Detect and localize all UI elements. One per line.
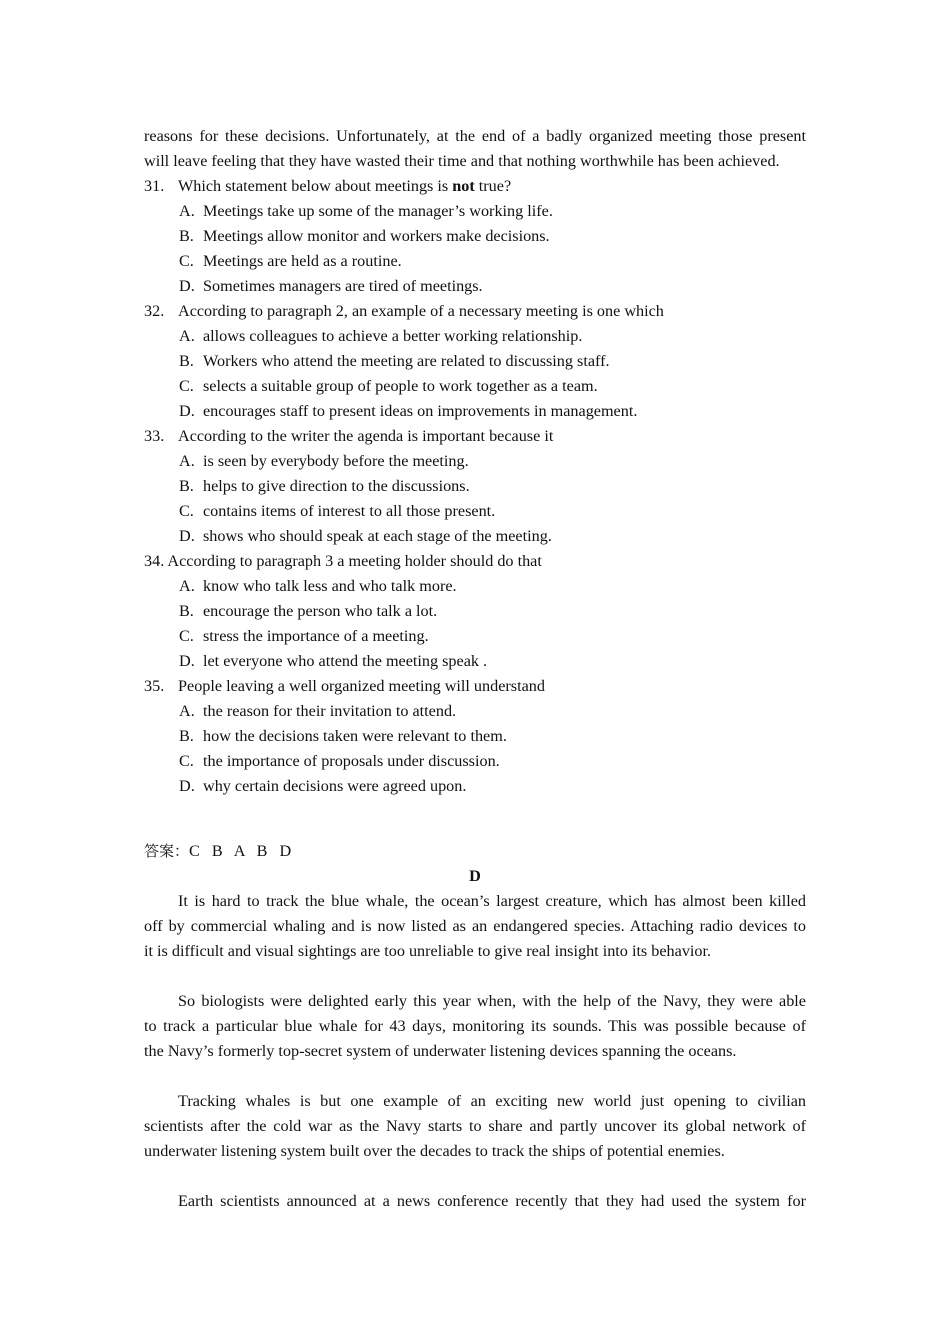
question-stem: Which statement below about meetings is [178,177,453,195]
passage-3-line-3: underwater listening system built over the decades to track the ships of potential enemies. [144,1142,725,1160]
option-33-c: C. contains items of interest to all those present. [179,502,496,520]
option-34-b: B. encourage the person who talk a lot. [179,602,438,620]
passage-1-line-1: It is hard to track the blue whale, the ocean’s largest creature, which has almost been killed [178,892,806,910]
question-stem: According to the writer the agenda is important because it [178,427,554,445]
spacer [144,799,806,839]
intro-line-1: reasons for these decisions. Unfortunately, at the end of a badly organized meeting those present [144,127,806,145]
answer-values: C B A B D [189,842,296,860]
question-number: 32. [144,302,165,320]
option-32-d: D. encourages staff to present ideas on improvements in management. [179,402,638,420]
option-35-d: D. why certain decisions were agreed upon. [179,777,467,795]
spacer [144,964,806,989]
option-32-a: A. allows colleagues to achieve a better working relationship. [179,327,583,345]
passage-4-line-1: Earth scientists announced at a news conference recently that they had used the system for [178,1192,806,1210]
intro-line-2: will leave feeling that they have wasted their time and that nothing worthwhile has been achieved. [144,152,780,170]
question-31 [144,174,806,199]
option-32-c: C. selects a suitable group of people to work together as a team. [179,377,598,395]
option-32-b: B. Workers who attend the meeting are related to discussing staff. [179,352,610,370]
passage-1-line-2: off by commercial whaling and is now listed as an endangered species. Attaching radio devices to [144,917,806,935]
question-number: 34. [144,552,165,570]
option-35-a: A. the reason for their invitation to attend. [179,702,457,720]
option-34-d: D. let everyone who attend the meeting speak . [179,652,488,670]
option-31-b: B. Meetings allow monitor and workers make decisions. [179,227,550,245]
question-number: 35. [144,677,165,695]
question-stem: According to paragraph 2, an example of a necessary meeting is one which [178,302,664,320]
spacer [144,1064,806,1089]
option-33-d: D. shows who should speak at each stage of the meeting. [179,527,552,545]
document-page [144,124,806,1214]
option-35-c: C. the importance of proposals under discussion. [179,752,500,770]
passage-3-line-1: Tracking whales is but one example of an exciting new world just opening to civilian [178,1092,806,1110]
question-number: 31. [144,177,165,195]
passage-2-line-1: So biologists were delighted early this year when, with the help of the Navy, they were able [178,992,806,1010]
passage-2-line-2: to track a particular blue whale for 43 days, monitoring its sounds. This was possible because of [144,1017,806,1035]
question-stem: People leaving a well organized meeting will understand [178,677,545,695]
question-stem-end: true? [474,177,512,195]
question-stem-emphasis: not [452,177,475,195]
passage-3-line-2: scientists after the cold war as the Navy starts to share and partly uncover its global network of [144,1117,806,1135]
question-34 [144,549,806,574]
answer-label: 答案： [144,842,190,860]
option-31-d: D. Sometimes managers are tired of meetings. [179,277,483,295]
option-34-a: A. know who talk less and who talk more. [179,577,457,595]
passage-1-line-3: it is difficult and visual sightings are too unreliable to give real insight into its behavior. [144,942,712,960]
section-title: D [469,867,481,885]
option-31-a: A. Meetings take up some of the manager’s working life. [179,202,553,220]
question-35 [144,674,806,699]
question-number: 33. [144,427,165,445]
question-33 [144,424,806,449]
option-33-b: B. helps to give direction to the discussions. [179,477,470,495]
question-stem: According to paragraph 3 a meeting holder should do that [167,552,542,570]
option-34-c: C. stress the importance of a meeting. [179,627,429,645]
question-32 [144,299,806,324]
option-31-c: C. Meetings are held as a routine. [179,252,402,270]
spacer [144,1164,806,1189]
passage-2-line-3: the Navy’s formerly top-secret system of underwater listening devices spanning the oceans. [144,1042,737,1060]
answer-key [144,839,806,864]
option-35-b: B. how the decisions taken were relevant to them. [179,727,507,745]
option-33-a: A. is seen by everybody before the meeting. [179,452,469,470]
